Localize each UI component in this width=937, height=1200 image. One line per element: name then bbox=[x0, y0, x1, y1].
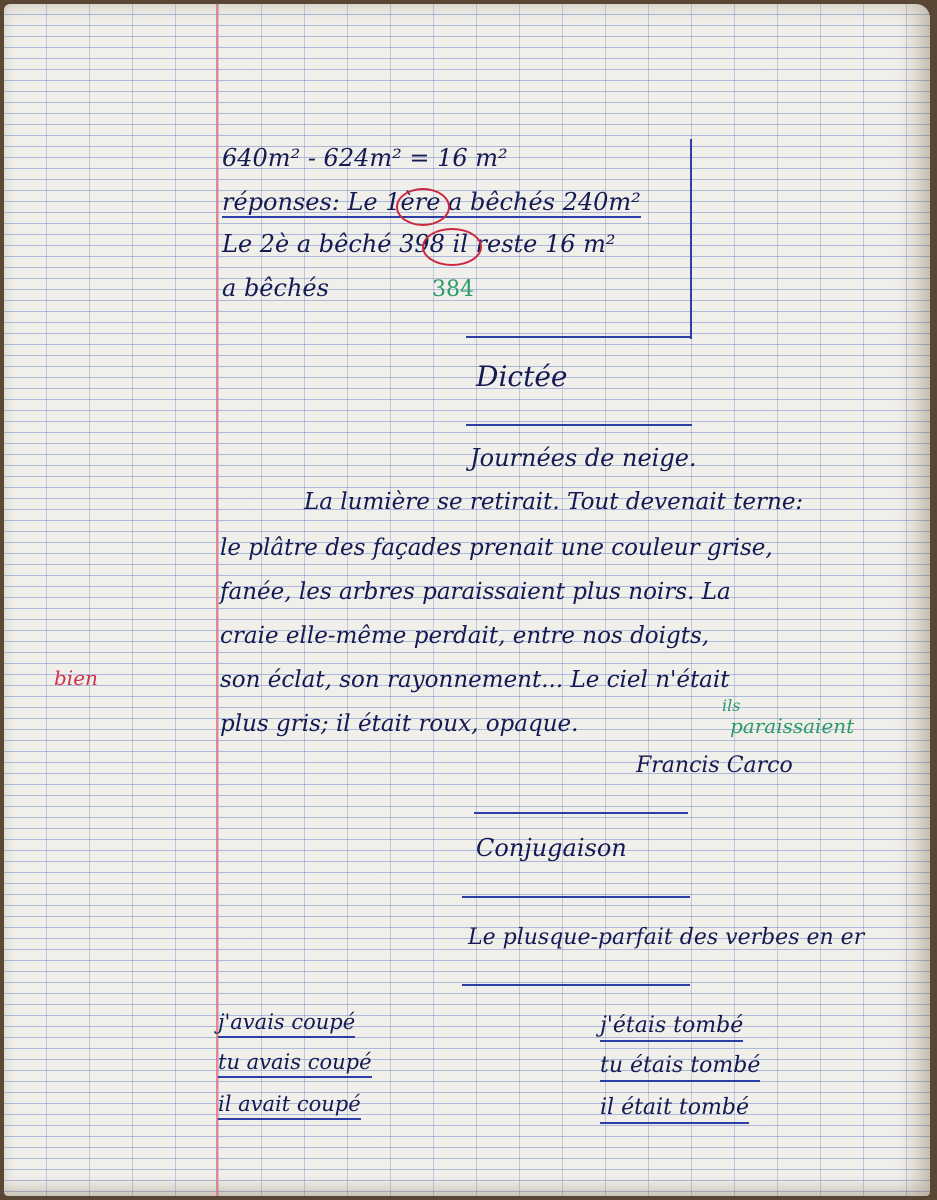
conj-left-1: j'avais coupé bbox=[218, 1008, 355, 1038]
circle-mark-1 bbox=[396, 188, 450, 226]
dictee-line-1: La lumière se retirait. Tout devenait terne: bbox=[304, 489, 804, 515]
dictee-heading-rule bbox=[466, 424, 692, 426]
conjugaison-subtitle-rule bbox=[462, 984, 690, 986]
math-line-2: réponses: Le 1ère a bêchés 240m² bbox=[222, 188, 641, 216]
conj-left-3: il avait coupé bbox=[218, 1090, 361, 1120]
dictee-author: Francis Carco bbox=[636, 753, 793, 778]
math-correction-384: 384 bbox=[432, 277, 474, 302]
dictee-line-6: plus gris; il était roux, opaque. bbox=[220, 711, 579, 737]
dictee-correction-word: paraissaient bbox=[730, 714, 855, 738]
dictee-line-2: le plâtre des façades prenait une couleur grise, bbox=[220, 535, 773, 561]
math-line-4: a bêchés bbox=[222, 274, 329, 302]
margin-grade: bien bbox=[54, 666, 98, 690]
conj-right-2: tu étais tombé bbox=[600, 1052, 760, 1082]
conj-left-2: tu avais coupé bbox=[218, 1048, 372, 1078]
conj-right-3: il était tombé bbox=[600, 1094, 749, 1124]
conj-right-1: j'étais tombé bbox=[600, 1012, 743, 1042]
dictee-line-4: craie elle-même perdait, entre nos doigts, bbox=[220, 623, 710, 649]
math-box-bottom-rule bbox=[466, 336, 692, 338]
conjugaison-top-rule bbox=[474, 812, 688, 814]
dictee-line-5: son éclat, son rayonnement... Le ciel n'était bbox=[220, 667, 730, 693]
dictee-heading: Dictée bbox=[476, 360, 568, 393]
math-line-3: Le 2è a bêché 398 il reste 16 m² bbox=[222, 230, 616, 258]
conjugaison-heading-rule bbox=[462, 896, 690, 898]
circle-mark-2 bbox=[422, 228, 482, 266]
math-line-1: 640m² - 624m² = 16 m² bbox=[222, 144, 508, 172]
math-box-right-rule bbox=[690, 139, 692, 339]
dictee-title: Journées de neige. bbox=[470, 444, 697, 472]
notebook-page bbox=[4, 4, 930, 1196]
dictee-line-3: fanée, les arbres paraissaient plus noirs. La bbox=[220, 579, 731, 605]
dictee-correction-ils: ils bbox=[722, 696, 741, 715]
conjugaison-heading: Conjugaison bbox=[476, 834, 627, 862]
conjugaison-subtitle: Le plusque-parfait des verbes en er bbox=[468, 925, 865, 950]
